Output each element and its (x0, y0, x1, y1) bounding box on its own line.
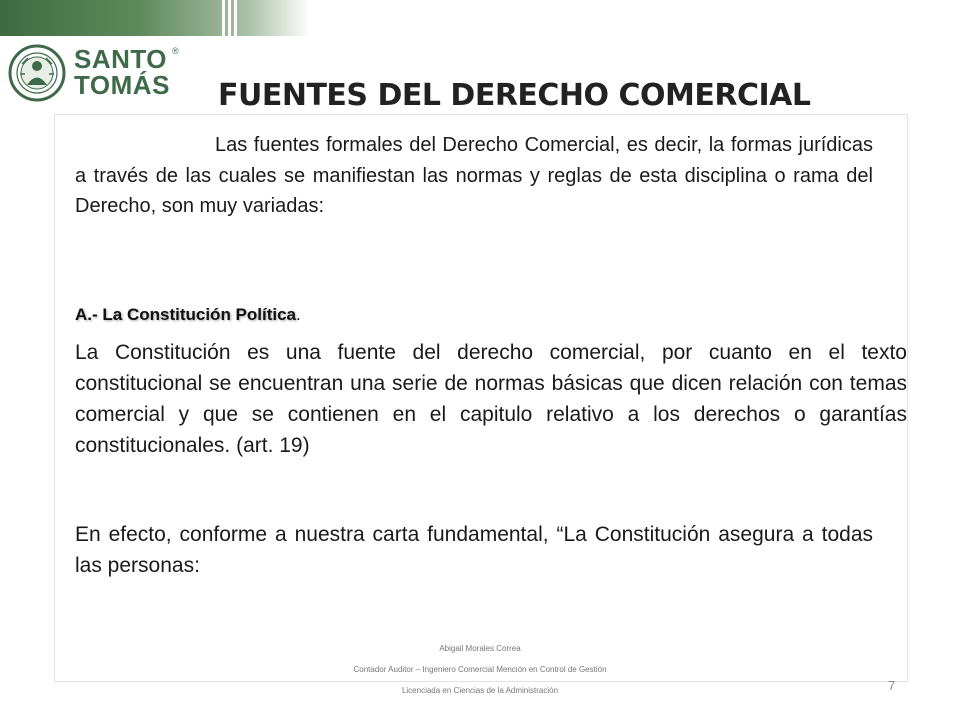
footer-author: Abigail Morales Correa (439, 644, 521, 653)
accent-stripe (228, 0, 231, 36)
section-heading-a (75, 305, 301, 325)
registered-mark: ® (172, 46, 179, 56)
accent-stripe (234, 0, 237, 36)
top-accent-bar (0, 0, 310, 36)
slide-title: FUENTES DEL DERECHO COMERCIAL (218, 78, 811, 113)
paragraph-constitution: La Constitución es una fuente del derecho comercial, por cuanto en el texto constitucional se encuentran una serie de normas básicas que dicen relación con temas comercial y que se contienen en el capitulo relativo a los derechos o garantías constitucionales. (art. 19) (75, 341, 907, 457)
footer-title: Contador Auditor – Ingeniero Comercial Mención en Control de Gestión (353, 665, 607, 674)
logo-text-line2: TOMÁS (74, 70, 170, 100)
santo-tomas-seal-icon (8, 44, 66, 102)
footer-degree: Licenciada en Ciencias de la Administración (401, 686, 559, 695)
paragraph-quote: En efecto, conforme a nuestra carta fundamental, “La Constitución asegura a todas las personas: (75, 523, 873, 577)
accent-stripe (222, 0, 225, 36)
section-heading-a-dot: . (296, 305, 301, 324)
page-number: 7 (888, 678, 896, 693)
logo-text-line1: SANTO (74, 44, 168, 74)
section-heading-a-text: A.- La Constitución Política (75, 305, 297, 324)
santo-tomas-logo (8, 44, 193, 104)
paragraph-intro: Las fuentes formales del Derecho Comercial, es decir, la formas jurídicas a través de las cuales se manifiestan las normas y reglas de esta disciplina o rama del Derecho, son muy variadas: (75, 134, 873, 217)
